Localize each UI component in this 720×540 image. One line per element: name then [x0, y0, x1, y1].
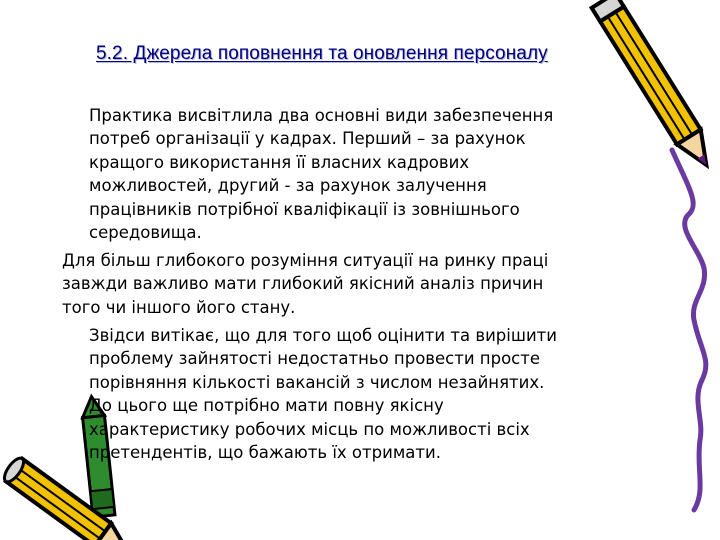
paragraph-1: Практика висвітлила два основні види забезпечення потреб організації у кадрах. Перший – за рахунок кращого використання її власних кадрових можливостей, другий - за рахунок залучення працівників потрібної кваліфікації із зовнішнього середовища.	[89, 106, 554, 243]
slide-title: 5.2. Джерела поповнення та оновлення персоналу	[96, 43, 548, 64]
paragraph-2: Для більш глибокого розуміння ситуації на ринку праці завжди важливо мати глибокий якісний аналіз причин того чи іншого його стану.	[62, 251, 549, 317]
paragraph-3: Звідси витікає, що для того щоб оцінити та вирішити проблему зайнятості недостатньо провести просте порівняння кількості вакансій з числом незайнятих. До цього ще потрібно мати повну якісну характеристику робочих місць по можливості всіх претендентів, що бажають їх отримати.	[89, 326, 558, 463]
